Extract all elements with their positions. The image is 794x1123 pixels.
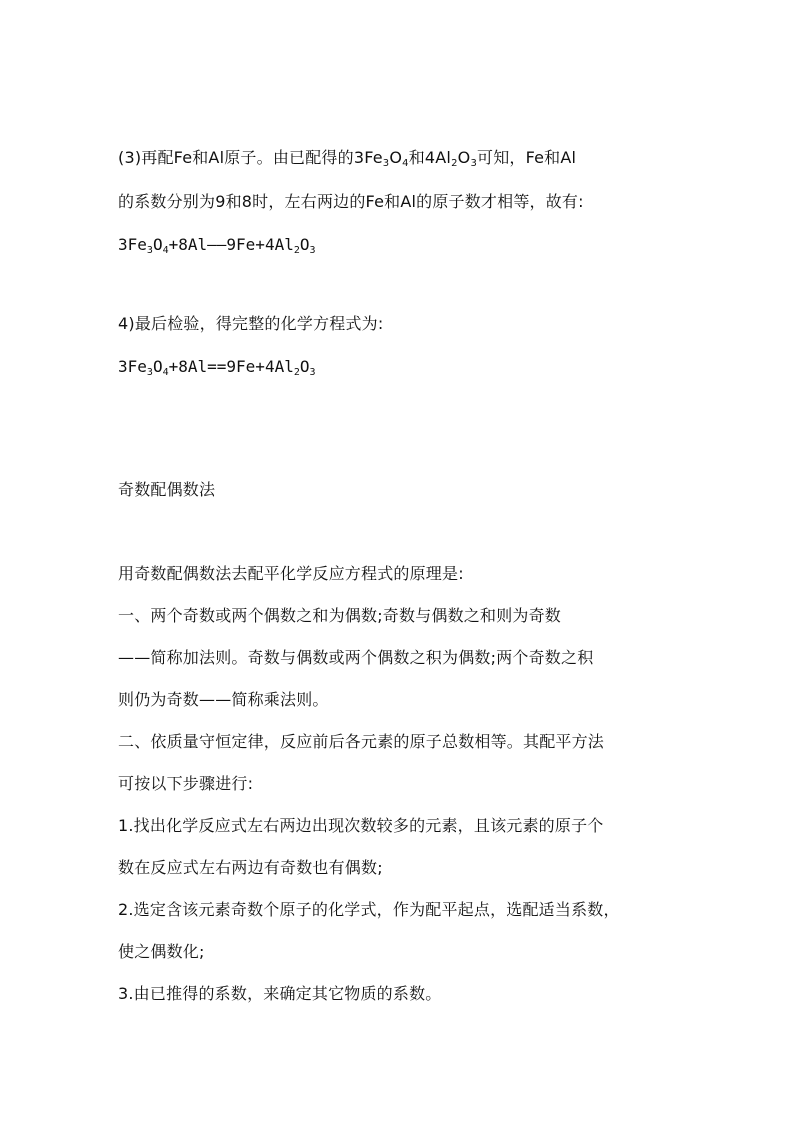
section3-line1 — [118, 148, 678, 168]
formula-segment: O — [299, 235, 310, 254]
formula-segment: O — [152, 357, 163, 376]
section4-line1: 4)最后检验，得完整的化学方程式为: — [118, 314, 384, 333]
text-segment: O — [389, 148, 403, 167]
section3-line2: 的系数分别为9和8时，左右两边的Fe和Al的原子数才相等，故有: — [118, 192, 584, 211]
formula-segment: 3Fe — [118, 357, 147, 376]
subscript: 3 — [146, 367, 153, 378]
section3-equation — [118, 235, 678, 255]
rule1-line1: 一、两个奇数或两个偶数之和为偶数;奇数与偶数之和则为奇数 — [118, 606, 561, 625]
subscript: 2 — [293, 245, 300, 256]
subscript: 2 — [293, 367, 300, 378]
step1-line2: 数在反应式左右两边有奇数也有偶数; — [118, 858, 383, 877]
section-heading: 奇数配偶数法 — [118, 480, 216, 499]
formula-segment: O — [152, 235, 163, 254]
rule2-line2: 可按以下步骤进行: — [118, 774, 254, 793]
subscript: 3 — [146, 245, 153, 256]
step2-line1: 2.选定含该元素奇数个原子的化学式，作为配平起点，选配适当系数， — [118, 900, 620, 919]
subscript: 3 — [309, 245, 316, 256]
subscript: 3 — [309, 367, 316, 378]
step1-line1: 1.找出化学反应式左右两边出现次数较多的元素，且该元素的原子个 — [118, 816, 604, 835]
section4-equation — [118, 357, 678, 377]
subscript: 4 — [162, 367, 169, 378]
text-segment: 可知，Fe和Al — [477, 148, 577, 167]
subscript: 4 — [162, 245, 169, 256]
formula-segment: +8Al——9Fe+4Al — [168, 235, 294, 254]
intro-line: 用奇数配偶数法去配平化学反应方程式的原理是: — [118, 564, 464, 583]
subscript: 3 — [382, 158, 390, 169]
formula-segment: O — [299, 357, 310, 376]
rule1-line3: 则仍为奇数——简称乘法则。 — [118, 690, 329, 709]
rule2-line1: 二、依质量守恒定律，反应前后各元素的原子总数相等。其配平方法 — [118, 732, 605, 751]
rule1-line2: ——简称加法则。奇数与偶数或两个偶数之积为偶数;两个奇数之积 — [118, 648, 594, 667]
subscript: 2 — [451, 158, 458, 169]
formula-segment: +8Al==9Fe+4Al — [168, 357, 294, 376]
step2-line2: 使之偶数化; — [118, 942, 205, 961]
formula-segment: 3Fe — [118, 235, 147, 254]
subscript: 4 — [402, 158, 409, 169]
text-segment: O — [457, 148, 471, 167]
subscript: 3 — [470, 158, 477, 169]
step3-line: 3.由已推得的系数，来确定其它物质的系数。 — [118, 984, 442, 1003]
text-segment: (3)再配Fe和Al原子。由已配得的3Fe — [118, 148, 383, 167]
text-segment: 和4Al — [408, 148, 452, 167]
